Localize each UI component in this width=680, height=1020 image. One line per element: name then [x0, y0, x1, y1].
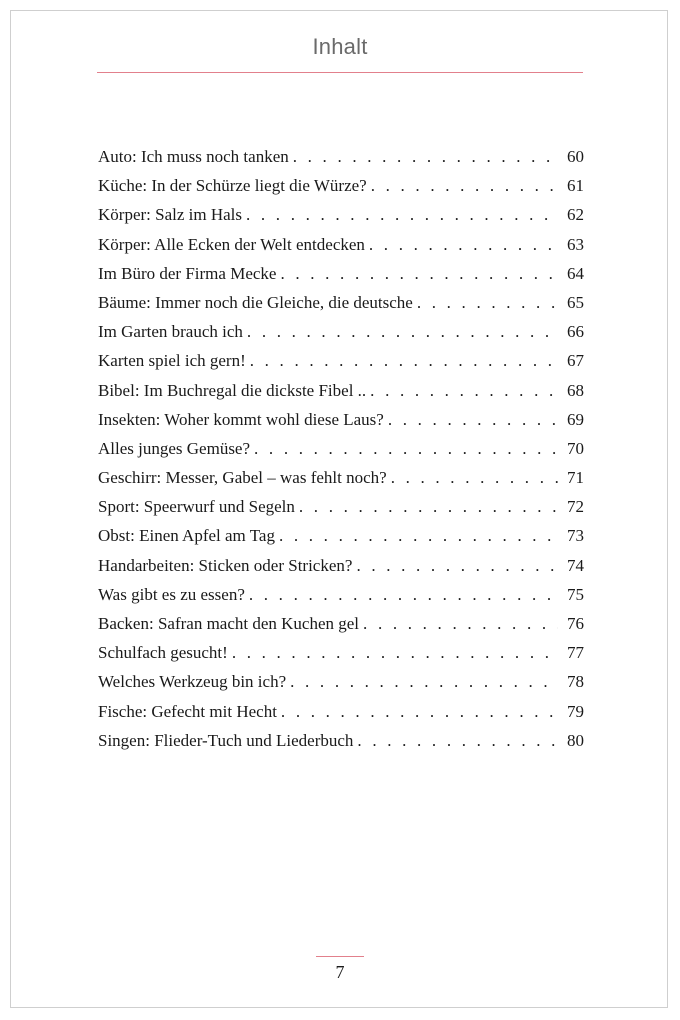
toc-entry-title: Obst: Einen Apfel am Tag	[98, 526, 275, 546]
toc-entry[interactable]	[98, 726, 584, 755]
toc-entry-title: Backen: Safran macht den Kuchen gel	[98, 614, 360, 633]
toc-entry[interactable]	[98, 346, 584, 375]
toc-entry-page: 64	[567, 263, 584, 283]
toc-dot-leader	[391, 463, 558, 492]
toc-entry-page: 72	[567, 497, 584, 517]
toc-entry-title: Schulfach gesucht!	[98, 643, 228, 663]
toc-entry[interactable]	[98, 638, 584, 667]
toc-dot-leader	[371, 171, 558, 200]
toc-entry-title: Sport: Speerwurf und Segeln	[98, 497, 295, 517]
toc-entry[interactable]	[98, 405, 584, 434]
toc-entry-page: 78	[567, 672, 584, 692]
toc-entry-page: 76	[567, 614, 584, 633]
toc-dot-leader	[250, 346, 558, 375]
toc-dot-leader	[357, 726, 558, 755]
toc-entry-title: Bäume: Immer noch die Gleiche, die deutsche	[98, 292, 413, 312]
toc-dot-leader	[280, 259, 558, 288]
toc-dot-leader	[299, 492, 558, 521]
toc-entry[interactable]	[98, 609, 584, 638]
toc-entry[interactable]	[98, 376, 584, 405]
toc-entry-page: 71	[567, 468, 584, 488]
toc-entry-page: 69	[567, 409, 584, 429]
toc-entry-page: 63	[567, 234, 584, 254]
toc-entry-title: Alles junges Gemüse?	[98, 438, 251, 458]
toc-entry[interactable]	[98, 142, 584, 171]
toc-entry-page: 74	[567, 555, 584, 575]
header-divider	[97, 72, 583, 73]
toc-entry-title: Was gibt es zu essen?	[98, 584, 245, 604]
page-number: 7	[335, 962, 345, 982]
toc-entry-title: Im Büro der Firma Mecke	[98, 263, 277, 283]
toc-dot-leader	[247, 317, 558, 346]
toc-entry-title: Körper: Alle Ecken der Welt entdecken	[98, 234, 365, 254]
toc-entry[interactable]	[98, 200, 584, 229]
toc-entry-page: 73	[567, 526, 584, 546]
toc-dot-leader	[369, 230, 558, 259]
toc-dot-leader	[293, 142, 558, 171]
toc-dot-leader	[232, 638, 558, 667]
toc-entry-page: 68	[567, 380, 584, 400]
toc-dot-leader	[290, 667, 558, 696]
toc-entry-title: Im Garten brauch ich	[98, 322, 243, 342]
toc-entry-page: 77	[567, 643, 584, 663]
toc-entry[interactable]	[98, 171, 584, 200]
toc-entry-page: 60	[567, 147, 584, 166]
toc-entry-title: Insekten: Woher kommt wohl diese Laus?	[98, 409, 384, 429]
toc-entry[interactable]	[98, 463, 584, 492]
toc-entry[interactable]	[98, 492, 584, 521]
toc-dot-leader	[370, 376, 558, 405]
toc-entry[interactable]	[98, 259, 584, 288]
toc-entry-title: Fische: Gefecht mit Hecht	[98, 701, 277, 721]
toc-entry-page: 75	[567, 584, 584, 604]
page-title: Inhalt	[312, 34, 368, 59]
toc-entry-page: 65	[567, 292, 584, 312]
toc-entry-page: 67	[567, 351, 584, 371]
toc-entry-page: 80	[567, 730, 584, 750]
toc-entry-page: 62	[567, 205, 584, 225]
toc-entry[interactable]	[98, 667, 584, 696]
toc-entry[interactable]	[98, 551, 584, 580]
toc-entry[interactable]	[98, 434, 584, 463]
toc-entry-page: 66	[567, 322, 584, 342]
toc-entry[interactable]	[98, 580, 584, 609]
toc-entry-title: Karten spiel ich gern!	[98, 351, 246, 371]
toc-dot-leader	[363, 609, 558, 638]
toc-entry[interactable]	[98, 697, 584, 726]
toc-entry-title: Singen: Flieder-Tuch und Liederbuch	[98, 730, 354, 750]
footer-divider	[316, 956, 364, 957]
toc-entry[interactable]	[98, 288, 584, 317]
toc-entry-title: Welches Werkzeug bin ich?	[98, 672, 287, 692]
toc-dot-leader	[254, 434, 558, 463]
toc-entry-title: Geschirr: Messer, Gabel – was fehlt noch?	[98, 468, 387, 488]
toc-dot-leader	[279, 521, 558, 550]
toc-entry-title: Handarbeiten: Sticken oder Stricken?	[98, 555, 353, 575]
toc-dot-leader	[281, 697, 558, 726]
toc-entry-page: 79	[567, 701, 584, 721]
toc-entry-page: 70	[567, 438, 584, 458]
toc-entry[interactable]	[98, 317, 584, 346]
toc-entry-title: Körper: Salz im Hals	[98, 205, 242, 225]
toc-entry-page: 61	[567, 176, 584, 196]
toc-entry-title: Bibel: Im Buchregal die dickste Fibel ..	[98, 380, 367, 400]
table-of-contents	[98, 142, 584, 755]
toc-dot-leader	[417, 288, 558, 317]
toc-dot-leader	[356, 551, 558, 580]
toc-entry[interactable]	[98, 521, 584, 550]
toc-entry-title: Auto: Ich muss noch tanken	[98, 147, 289, 166]
toc-entry[interactable]	[98, 230, 584, 259]
toc-entry-title: Küche: In der Schürze liegt die Würze?	[98, 176, 367, 196]
toc-dot-leader	[249, 580, 558, 609]
toc-dot-leader	[388, 405, 558, 434]
toc-dot-leader	[246, 200, 558, 229]
